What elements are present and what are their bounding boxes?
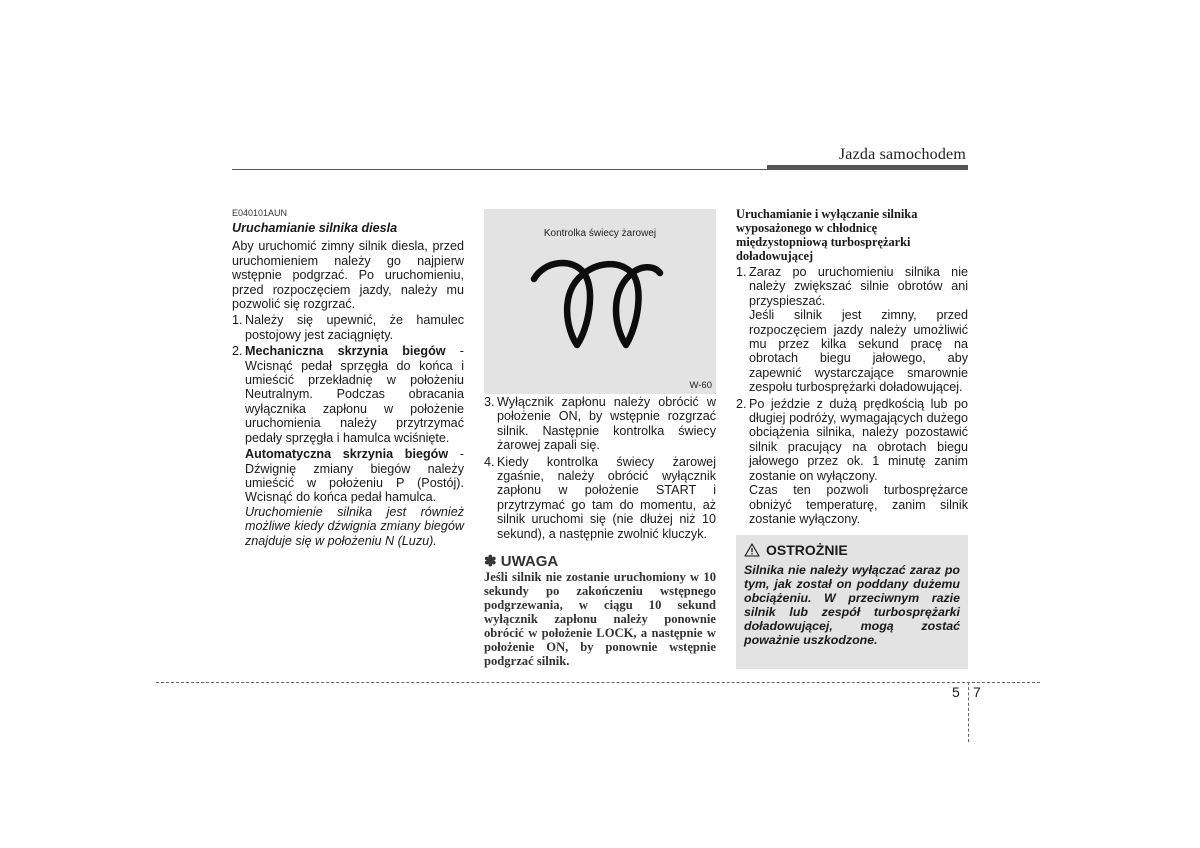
list-continuation: Jeśli silnik jest zimny, przed rozpoczęciem jazdy należy umożliwić mu przez kilka sekund pracę na obrotach biegu jałowego, aby zapewnić wystarczające smarownie zespołu turbosprężarki doładowującej. [749, 308, 968, 395]
list-item-3 [484, 395, 716, 453]
automatic-gearbox-paragraph [232, 447, 464, 505]
list-item-2 [736, 397, 968, 483]
column-middle [484, 395, 716, 668]
automatic-gearbox-text: - Dźwignię zmiany biegów należy umieścić w położeniu P (Postój). Wcisnąć do końca pedał hamulca. [245, 447, 464, 505]
caution-header [744, 542, 848, 558]
section-code: E040101AUN [232, 208, 288, 218]
list-number: 1. [736, 265, 747, 279]
list-text: Po jeździe z dużą prędkością lub po długiej podróży, wymagających dużego obciążenia silnika, należy pozostawić silnik pracujący na obrotach biegu jałowego przez ok. 1 minutę zanim zostanie on wyłączony. [749, 396, 968, 483]
caution-box [736, 535, 968, 669]
list-number: 1. [232, 313, 243, 328]
caution-body: Silnika nie należy wyłączać zaraz po tym, jak został on poddany dużemu obciążeniu. W przeciwnym razie silnik lub zespół turbosprężarki doładowującej, mogą zostać poważnie uszkodzone. [744, 563, 960, 647]
section-title: Jazda samochodem [838, 146, 966, 163]
list-item-4 [484, 455, 716, 541]
glow-plug-figure [484, 209, 716, 394]
list-item-2 [232, 344, 464, 445]
list-number: 3. [484, 395, 495, 409]
subheading: Uruchamianie silnika diesla [232, 221, 398, 235]
list-item-1 [232, 313, 464, 342]
note-body: Jeśli silnik nie zostanie uruchomiony w 10 sekundy po zakończeniu wstępnego podgrzewania, w ciągu 10 sekund wyłącznik zapłonu należy ponownie obrócić w położenie LOCK, a następnie w położenie ON, by ponownie wstępnie podgrzać silnik. [484, 570, 716, 669]
caution-title: OSTROŻNIE [766, 542, 848, 558]
column-right [736, 207, 968, 526]
footer-divider [968, 682, 969, 742]
list-text [245, 344, 464, 445]
page-number: 7 [973, 684, 981, 700]
manual-gearbox-label: Mechaniczna skrzynia biegów [245, 344, 446, 359]
chapter-number: 5 [952, 684, 960, 700]
list-number: 2. [232, 344, 243, 359]
manual-gearbox-text: - Wcisnąć pedał sprzęgła do końca i umieścić przekładnię w położeniu Neutralnym. Podczas obracania wyłącznika zapłonu w położenie uruchomienia należy przytrzymać pedały sprzęgła i hamulca wciśnięte. [245, 344, 464, 445]
figure-caption: Kontrolka świecy żarowej [543, 228, 657, 239]
warning-triangle-icon [744, 543, 760, 557]
turbo-heading: Uruchamianie i wyłączanie silnika wyposażonego w chłodnicę międzystopniową turbosprężarki doładowującej [736, 207, 918, 263]
figure-code: W-60 [689, 380, 712, 391]
list-text: Kiedy kontrolka świecy żarowej zgaśnie, należy obrócić wyłącznik zapłonu w położenie START i przytrzymać go tam do momentu, aż silnik uruchomi się (nie dłużej niż 10 sekund), a następnie zwolnić kluczyk. [497, 454, 716, 541]
automatic-gearbox-label: Automatyczna skrzynia biegów [245, 447, 449, 462]
list-text: Należy się upewnić, że hamulec postojowy jest zaciągnięty. [245, 313, 464, 342]
list-continuation: Czas ten pozwoli turbosprężarce obniżyć temperaturę, zanim silnik zostanie wyłączony. [749, 483, 968, 526]
neutral-note: Uruchomienie silnika jest również możliwe kiedy dźwignia zmiany biegów znajduje się w położeniu N (Luzu). [245, 504, 464, 548]
note-title: ✽ UWAGA [484, 553, 559, 571]
intro-paragraph: Aby uruchomić zimny silnik diesla, przed uruchomieniem należy go najpierw wstępnie podgrzać. Po uruchomieniu, przed rozpoczęciem jazdy, należy mu pozwolić się rozgrzać. [232, 239, 464, 312]
footer-rule [156, 682, 1040, 683]
list-item-1 [736, 265, 968, 308]
header-rule [232, 169, 767, 170]
list-number: 4. [484, 454, 495, 469]
glow-plug-coil-icon [522, 251, 672, 351]
column-left [232, 207, 464, 548]
list-number: 2. [736, 396, 747, 411]
list-text: Wyłącznik zapłonu należy obrócić w położenie ON, by wstępnie rozgrzać silnik. Następnie kontrolka świecy żarowej zapali się. [497, 395, 716, 453]
header-rule-accent [767, 165, 968, 170]
list-text: Zaraz po uruchomieniu silnika nie należy zwiększać silnie obrotów ani przyspieszać. [749, 265, 968, 308]
